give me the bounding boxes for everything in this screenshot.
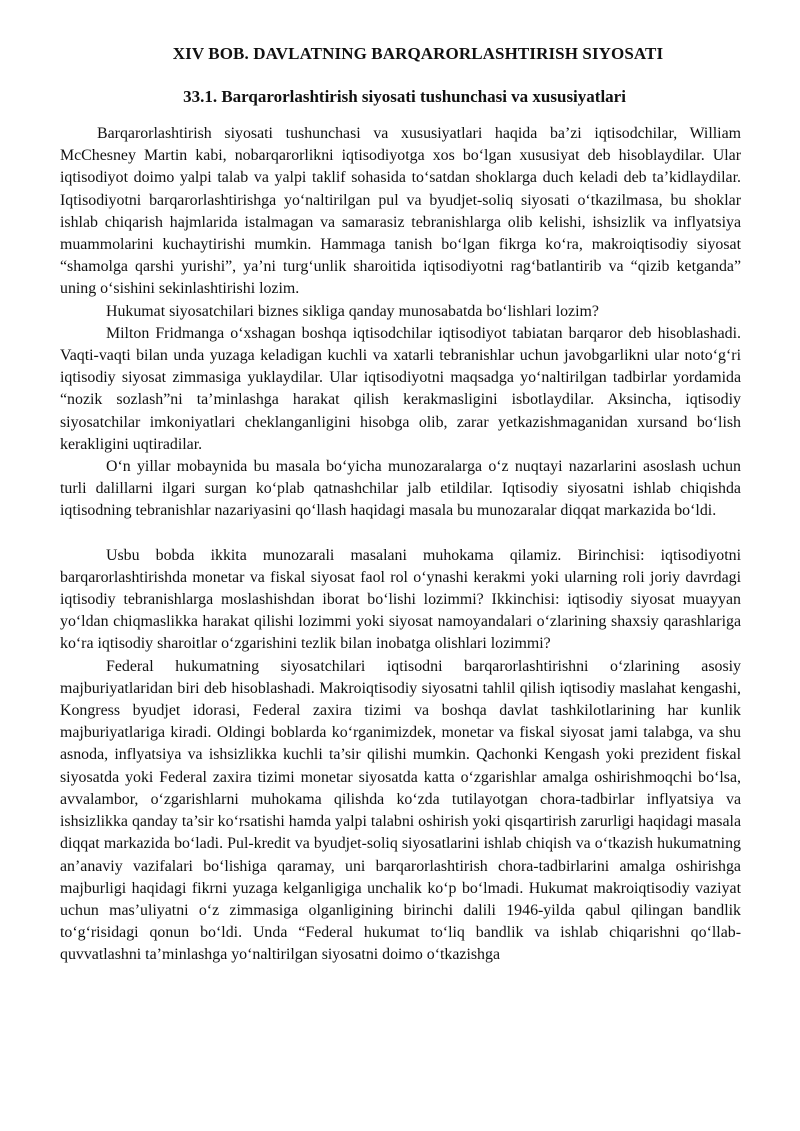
document-page: [60, 42, 741, 967]
paragraph-question: Hukumat siyosatchilari biznes sikliga qanday munosabatda bo‘lishlari lozim?: [106, 302, 599, 320]
chapter-title: XIV BOB. DAVLATNING BARQARORLASHTIRISH SIYOSATI: [172, 44, 664, 63]
paragraph-friedman: Milton Fridmanga o‘xshagan boshqa iqtisodchilar iqtisodiyot tabiatan barqaror deb hisoblashadi. Vaqti-vaqti bilan unda yuzaga keladigan kuchli va xatarli tebranishlar uchun javobgarlikni ular noto‘g‘ri iqtisodiy siyosat zimmasiga yuklaydilar. Ular iqtisodiyotni maqsadga yo‘naltirilgan tadbirlar yordamida “nozik sozlash”ni ta’minlashga harakat qilish kerakmasligini isbotlaydilar. Aksincha, iqtisodiy siyosatchilar imkoniyatlari cheklanganligini hisobga olib, zarar yetkazishmaganidan xursand bo‘lish kerakligini uqtiradilar.: [60, 324, 741, 453]
paragraph-federal: Federal hukumatning siyosatchilari iqtisodni barqarorlashtirishni o‘zlarining asosiy majburiyatlaridan biri deb hisoblashadi. Makroiqtisodiy siyosatni tahlil qilish iqtisodiy maslahat kengashi, Kongress byudjet idorasi, Federal zaxira tizimi va boshqa davlat tashkilotlarining har kunlik majburiyatlariga kiradi. Oldingi boblarda ko‘rganimizdek, monetar va fiskal siyosat jami talabga, va shu asnoda, inflyatsiya va ishsizlikka kuchli ta’sir qilishi mumkin. Qachonki Kengash yoki prezident fiskal siyosatda yoki Federal zaxira tizimi monetar siyosatda katta o‘zgarishlar amalga oshirishmoqchi bo‘lsa, avvalambor, o‘zgarishlarni muhokama qilishda ko‘zda tutilayotgan chora-tadbirlar inflyatsiya va ishsizlikka qanday ta’sir ko‘rsatishi hamda yalpi talabni oshirish yoki qisqartirish zarurligi haqidagi masala diqqat markazida bo‘ladi. Pul-kredit va byudjet-soliq siyosatlarini ishlab chiqish va o‘tkazish hukumatning an’anaviy vazifalari bo‘lishiga qaramay, uni barqarorlashtirish chora-tadbirlarini amalga oshirishga majburligi haqidagi fikrni yuzaga kelganligiga unchalik ko‘p bo‘lmadi. Hukumat makroiqtisodiy vaziyat uchun mas’uliyatni o‘z zimmasiga olganligining birinchi dalili 1946-yilda qabul qilingan bandlik to‘g‘risidagi qonun bo‘ldi. Unda “Federal hukumat to‘liq bandlik va ishlab chiqarishni qo‘llab-quvvatlashni ta’minlashga yo‘naltirilgan siyosatni doimo o‘tkazishga: [60, 657, 741, 964]
paragraph-intro: Barqarorlashtirish siyosati tushunchasi va xususiyatlari haqida ba’zi iqtisodchilar, William McChesney Martin kabi, nobarqarorlikni iqtisodiyotga xos bo‘lgan xususiyat deb hisoblaydilar. Ular iqtisodiyot doimo yalpi talab va yalpi taklif sohasida to‘satdan shoklarga duch keladi deb ta’kidlaydilar. Iqtisodiyotni barqarorlashtirishga yo‘naltirilgan pul va byudjet-soliq siyosati o‘tkazilmasa, bu shoklar ishlab chiqarish hajmlarida istalmagan va samarasiz tebranishlarga olib kelishi, ishsizlik va inflyatsiya muammolarini kuchaytirishi mumkin. Hammaga tanish bo‘lgan fikrga ko‘ra, makroiqtisodiy siyosat “shamolga qarshi yurishi”, ya’ni turg‘unlik sharoitida iqtisodiyotni rag‘batlantirib va “qizib ketganda” uning o‘sishini sekinlashtirishi lozim.: [60, 125, 741, 298]
section-title: 33.1. Barqarorlashtirish siyosati tushunchasi va xususiyatlari: [183, 87, 626, 106]
paragraph-debates: O‘n yillar mobaynida bu masala bo‘yicha munozaralarga o‘z nuqtayi nazarlarini asoslash uchun turli dalillarni ilgari surgan ko‘plab qatnashchilar jalb etildilar. Iqtisodiy siyosatni ishlab chiqishda iqtisodning tebranishlar nazariyasini qo‘llash haqidagi masala bu munozaralar diqqat markazida bo‘ldi.: [60, 458, 741, 520]
paragraph-two-issues: Usbu bobda ikkita munozarali masalani muhokama qilamiz. Birinchisi: iqtisodiyotni barqarorlashtirishda monetar va fiskal siyosat faol rol o‘ynashi kerakmi yoki ularning roli joriy davrdagi iqtisodiy tebranishlarga moslashishdan iborat bo‘lishi lozimmi? Ikkinchisi: iqtisodiy siyosat muayyan yo‘ldan chiqmaslikka harakat qilishi lozimmi yoki siyosat namoyandalari o‘zlarining shaxsiy qarashlariga ko‘ra iqtisodiy sharoitlar o‘zgarishini tezlik bilan inobatga olishlari lozimmi?: [60, 546, 741, 653]
